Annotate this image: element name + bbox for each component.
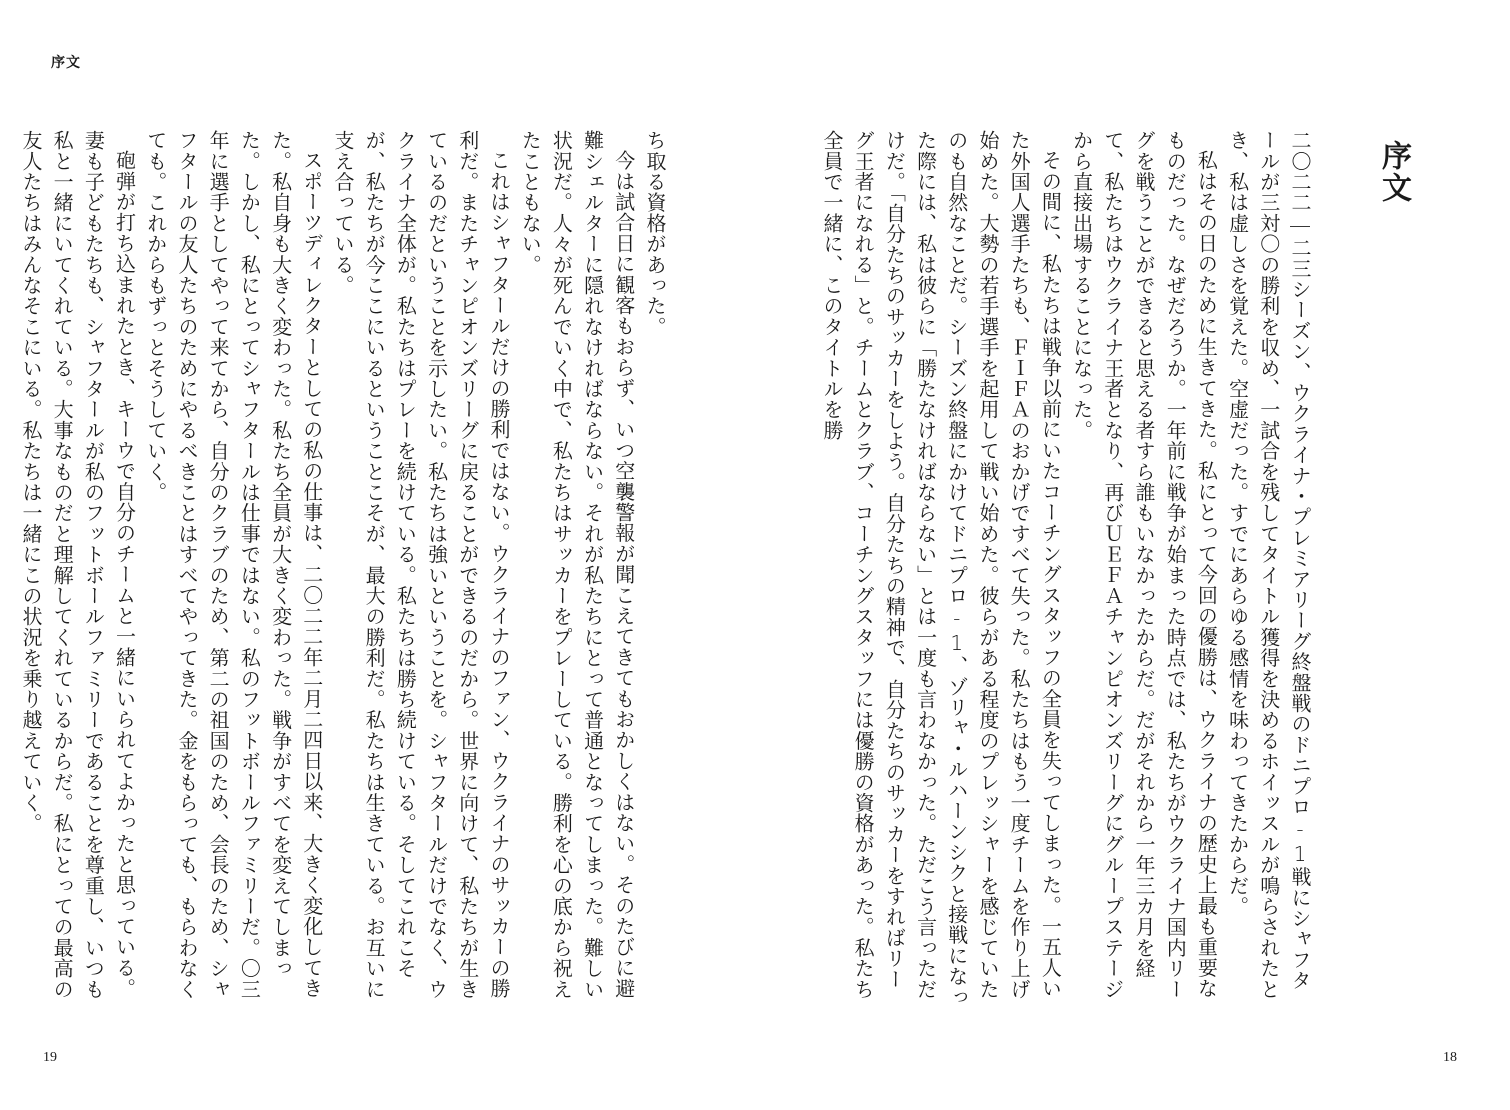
paragraph: スポーツディレクターとしての私の仕事は、二〇二二年二月二四日以来、大きく変化してきた。私自身も大きく変わった。私たち全員が大きく変わった。戦争がすべてを変えてしまった。しかし、私にとってシャフタールは仕事ではない。私のフットボールファミリーだ。〇三年に選手としてやって来てから、自分のクラブのため、第二の祖国のため、会長のため、シャフタールの友人たちのためにやるべきことはすべてやってきた。金をもらっても、もらわなくても。これからもずっとそうしていく。 xyxy=(143,130,324,1000)
paragraph: 今は試合日に観客もおらず、いつ空襲警報が聞こえてきてもおかしくはない。そのたびに避難シェルターに隠れなければならない。それが私たちにとって普通となってしまった。難しい状況だ。人々が死んでいく中で、私たちはサッカーをプレーしている。勝利を心の底から祝えたこともない。 xyxy=(518,130,636,1000)
paragraph: 私はその日のために生きてきた。私にとって今回の優勝は、ウクライナの歴史上最も重要なものだった。なぜだろうか。一年前に戦争が始まった時点では、私たちがウクライナ国内リーグを戦うことができると思える者すら誰もいなかったからだ。だがそれから一年三カ月を経て、私たちはウクライナ王者となり、再びＵＥＦＡチャンピオンズリーグにグループステージから直接出場することになった。 xyxy=(1069,130,1219,1000)
chapter-title: 序文 xyxy=(1376,140,1411,204)
paragraph: これはシャフタールだけの勝利ではない。ウクライナのファン、ウクライナのサッカーの勝利だ。またチャンピオンズリーグに戻ることができるのだから。世界に向けて、私たちが生きているのだということを示したい。私たちは強いということを。シャフタールだけでなく、ウクライナ全体が。私たちはプレーを続けている。私たちは勝ち続けている。そしてこれこそが、私たちが今ここにいるということこそが、最大の勝利だ。私たちは生きている。お互いに支え合っている。 xyxy=(330,130,511,1000)
page-number-left: 19 xyxy=(43,1050,57,1065)
left-page-body xyxy=(18,130,670,1010)
page-number-right: 18 xyxy=(1443,1050,1457,1065)
right-page-body xyxy=(819,130,1315,1010)
paragraph: 砲弾が打ち込まれたとき、キーウで自分のチームと一緒にいられてよかったと思っている。妻も子どもたちも、シャフタールが私のフットボールファミリーであることを尊重し、いつも私と一緒にいてくれている。大事なものだと理解してくれているからだ。私にとっての最高の友人たちはみんなそこにいる。私たちは一緒にこの状況を乗り越えていく。 xyxy=(18,130,137,1000)
paragraph: その間に、私たちは戦争以前にいたコーチングスタッフの全員を失ってしまった。一五人いた外国人選手たちも、ＦＩＦＡのおかげですべて失った。私たちはもう一度チームを作り上げ始めた。大勢の若手選手を起用して戦い始めた。彼らがある程度のプレッシャーを感じていたのも自然なことだ。シーズン終盤にかけてドニプロ‐1、ゾリャ・ルハーンシクと接戦になった際には、私は彼らに「勝たなければならない」とは一度も言わなかった。ただこう言っただけだ。「自分たちのサッカーをしよう。自分たちの精神で、自分たちのサッカーをすればリーグ王者になれる」と。チームとクラブ、コーチングスタッフには優勝の資格があった。私たち全員で一緒に、このタイトルを勝 xyxy=(819,130,1063,1008)
paragraph: 二〇二二―二三シーズン、ウクライナ・プレミアリーグ終盤戦のドニプロ‐1戦にシャフタールが三対〇の勝利を収め、一試合を残してタイトル獲得を決めるホイッスルが鳴らされたとき、私は虚しさを覚えた。空虚だった。すでにあらゆる感情を味わってきたからだ。 xyxy=(1225,130,1312,1000)
running-head: 序文 xyxy=(51,55,81,71)
right-page xyxy=(755,0,1510,1110)
paragraph: ち取る資格があった。 xyxy=(643,130,667,337)
